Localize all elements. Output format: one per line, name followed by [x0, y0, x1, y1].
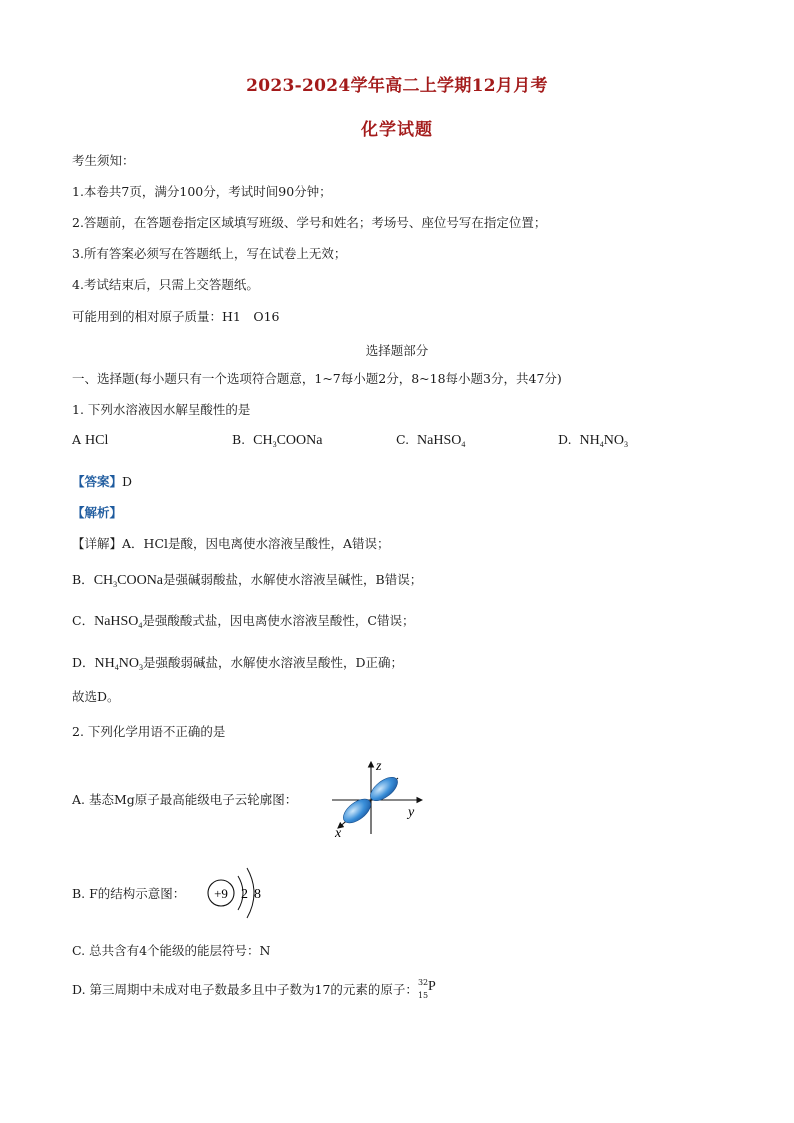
q1-detail-b: B．$CH_3COONa$是强碱弱酸盐，水解使水溶液呈碱性，B错误；: [72, 572, 423, 589]
y-axis-label: y: [408, 805, 415, 820]
q1-option-b: B. $CH_3COONa$: [232, 432, 323, 449]
q1-detail-a: 【详解】A．HCl是酸，因电离使水溶液呈酸性，A错误；: [72, 536, 390, 551]
q1-option-c: C. NaHSO$_4$: [396, 432, 466, 449]
q1-conclusion: 故选D。: [72, 689, 120, 704]
fluorine-structure-diagram: [205, 862, 275, 926]
section-instructions: 一、选择题(每小题只有一个选项符合题意，1~7每小题2分，8~18每小题3分，共47分): [72, 371, 562, 386]
exam-subtitle: 化学试题: [361, 120, 433, 140]
q1-option-a: A HCl: [72, 432, 109, 448]
shell-2-electrons: 8: [254, 887, 261, 902]
notice-heading: 考生须知：: [72, 153, 135, 168]
answer-tag: 【答案】: [72, 474, 123, 489]
analysis-tag: 【解析】: [72, 505, 123, 520]
q2-option-a: A. 基态Mg原子最高能级电子云轮廓图：: [72, 792, 298, 807]
x-axis-label: x: [335, 826, 342, 840]
notice-item-2: 2.答题前，在答题卷指定区域填写班级、学号和姓名；考场号、座位号写在指定位置；: [72, 215, 547, 230]
notice-item-4: 4.考试结束后，只需上交答题纸。: [72, 277, 259, 292]
q1-detail-d: D．$NH_4NO_3$是强酸弱碱盐，水解使水溶液呈酸性，D正确；: [72, 655, 404, 672]
electron-shell-2: [247, 868, 254, 918]
z-axis-label: z: [376, 759, 382, 774]
section-label: 选择题部分: [365, 343, 429, 358]
q2-option-d: D. 第三周期中未成对电子数最多且中子数为17的元素的原子： 32 15 P: [72, 978, 440, 999]
shell-1-electrons: 2: [241, 887, 248, 902]
atomic-mass-line: 可能用到的相对原子质量：H1 O16: [72, 309, 280, 324]
exam-title: 2023-2024学年高二上学期12月月考: [246, 76, 548, 96]
q2-option-c: C. 总共含有4个能级的能层符号：N: [72, 943, 271, 958]
q2-stem: 2. 下列化学用语不正确的是: [72, 724, 226, 739]
q1-analysis: [72, 504, 122, 522]
q1-stem: 1. 下列水溶液因水解呈酸性的是: [72, 402, 251, 417]
notice-item-3: 3.所有答案必须写在答题纸上，写在试卷上无效；: [72, 246, 347, 261]
q1-detail-c: C．NaHSO$_4$是强酸酸式盐，因电离使水溶液呈酸性，C错误；: [72, 613, 415, 630]
q1-answer: 【答案】D: [72, 474, 133, 489]
p-orbital-diagram: [326, 756, 430, 840]
q2-option-b: B. F的结构示意图：: [72, 886, 186, 901]
q1-option-d: D. $NH_4NO_3$: [558, 432, 628, 449]
nucleus-charge: +9: [214, 886, 228, 901]
phosphorus-isotope: 32 15 P: [417, 978, 436, 1000]
notice-item-1: 1.本卷共7页，满分100分，考试时间90分钟；: [72, 184, 332, 199]
